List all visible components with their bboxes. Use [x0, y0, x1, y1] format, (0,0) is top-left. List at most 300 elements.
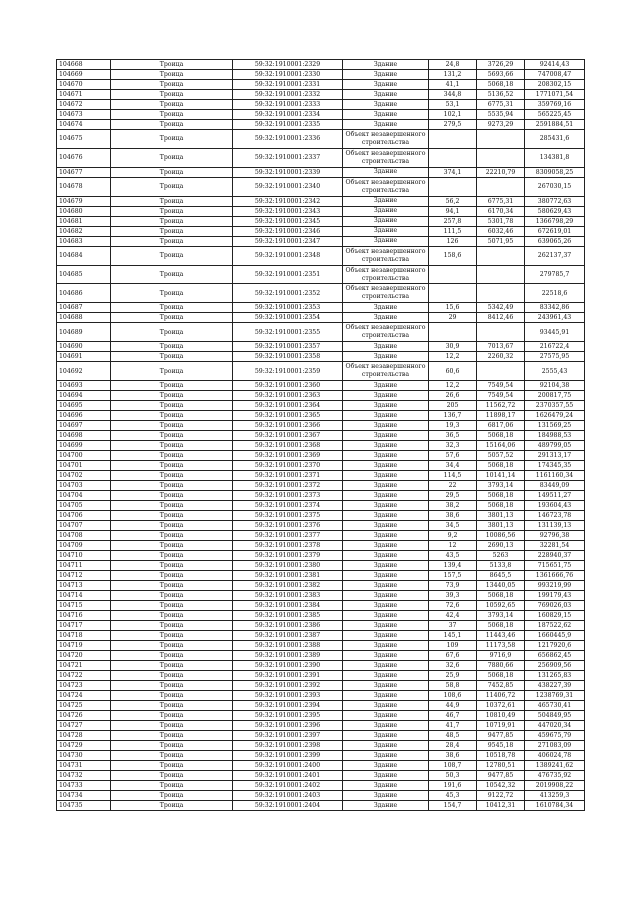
cell-object-type: [343, 431, 429, 441]
table-row: [57, 80, 585, 90]
object-type-text: Объект незавершенного строительства: [345, 363, 426, 379]
cell-object-type: [343, 781, 429, 791]
cell-cadastral-number: 59:32:1910001:2384: [233, 601, 343, 611]
table-row: [57, 491, 585, 501]
cell-locality: Троица: [111, 731, 233, 741]
object-type-text: Здание: [373, 168, 398, 176]
cell-locality: Троица: [111, 511, 233, 521]
cell-unit-cost: 5068,18: [477, 491, 525, 501]
table-row: [57, 621, 585, 631]
object-type-text: Здание: [373, 441, 398, 449]
cell-area: 30,9: [429, 342, 477, 352]
cell-locality: Троица: [111, 711, 233, 721]
cell-unit-cost: 9545,18: [477, 741, 525, 751]
cell-record-number: 104700: [57, 451, 111, 461]
table-row: [57, 551, 585, 561]
cell-area: 45,3: [429, 791, 477, 801]
cell-cadastral-number: 59:32:1910001:2342: [233, 196, 343, 206]
cell-object-type: [343, 381, 429, 391]
table-row: [57, 631, 585, 641]
cell-unit-cost: 5068,18: [477, 591, 525, 601]
cell-record-number: 104672: [57, 100, 111, 110]
cell-object-type: [343, 177, 429, 196]
cell-unit-cost: 22210,79: [477, 167, 525, 177]
cell-object-type: [343, 60, 429, 70]
cell-unit-cost: 6170,34: [477, 206, 525, 216]
cell-cadastral-value: 208302,15: [525, 80, 585, 90]
object-type-text: Здание: [373, 197, 398, 205]
table-row: [57, 721, 585, 731]
cell-record-number: 104682: [57, 226, 111, 236]
cell-cadastral-value: 2370357,55: [525, 401, 585, 411]
cell-locality: Троица: [111, 80, 233, 90]
cell-record-number: 104717: [57, 621, 111, 631]
cell-cadastral-value: 22518,6: [525, 284, 585, 303]
cell-cadastral-number: 59:32:1910001:2367: [233, 431, 343, 441]
cell-cadastral-number: 59:32:1910001:2378: [233, 541, 343, 551]
object-type-text: Здание: [373, 80, 398, 88]
cell-object-type: [343, 601, 429, 611]
cell-cadastral-value: 27575,95: [525, 352, 585, 362]
cell-object-type: [343, 701, 429, 711]
table-row: [57, 391, 585, 401]
table-row: [57, 641, 585, 651]
cell-locality: Троица: [111, 591, 233, 601]
cell-area: 38,6: [429, 511, 477, 521]
cell-locality: Троица: [111, 352, 233, 362]
cell-cadastral-value: 1389241,62: [525, 761, 585, 771]
cell-area: 126: [429, 236, 477, 246]
object-type-text: Здание: [373, 237, 398, 245]
cell-cadastral-number: 59:32:1910001:2354: [233, 313, 343, 323]
cell-locality: Троица: [111, 70, 233, 80]
cell-object-type: [343, 681, 429, 691]
cell-object-type: [343, 148, 429, 167]
cell-object-type: [343, 421, 429, 431]
cell-record-number: 104698: [57, 431, 111, 441]
table-row: [57, 511, 585, 521]
cell-area: 43,5: [429, 551, 477, 561]
table-row: [57, 651, 585, 661]
cell-cadastral-value: 256909,56: [525, 661, 585, 671]
cell-object-type: [343, 216, 429, 226]
object-type-text: Здание: [373, 431, 398, 439]
table-row: [57, 561, 585, 571]
cell-unit-cost: [477, 130, 525, 149]
cell-object-type: [343, 80, 429, 90]
cell-cadastral-number: 59:32:1910001:2400: [233, 761, 343, 771]
cell-unit-cost: 9273,29: [477, 120, 525, 130]
cell-object-type: [343, 511, 429, 521]
cell-area: 19,3: [429, 421, 477, 431]
cell-area: 145,1: [429, 631, 477, 641]
cell-locality: Троица: [111, 541, 233, 551]
cell-locality: Троица: [111, 90, 233, 100]
cell-record-number: 104677: [57, 167, 111, 177]
cell-area: 22: [429, 481, 477, 491]
cell-cadastral-value: 447020,34: [525, 721, 585, 731]
cell-unit-cost: 10086,56: [477, 531, 525, 541]
cell-locality: Троица: [111, 246, 233, 265]
cell-object-type: [343, 671, 429, 681]
cell-record-number: 104722: [57, 671, 111, 681]
cell-object-type: [343, 441, 429, 451]
cell-record-number: 104730: [57, 751, 111, 761]
cell-cadastral-value: 2591884,51: [525, 120, 585, 130]
table-row: [57, 661, 585, 671]
cell-cadastral-value: 504849,95: [525, 711, 585, 721]
cell-cadastral-value: 93445,91: [525, 323, 585, 342]
object-type-text: Здание: [373, 731, 398, 739]
cell-record-number: 104715: [57, 601, 111, 611]
cell-cadastral-value: 380772,63: [525, 196, 585, 206]
cell-unit-cost: 10518,78: [477, 751, 525, 761]
cell-cadastral-value: 672619,01: [525, 226, 585, 236]
object-type-text: Здание: [373, 110, 398, 118]
cell-unit-cost: 9122,72: [477, 791, 525, 801]
cell-record-number: 104691: [57, 352, 111, 362]
cell-record-number: 104689: [57, 323, 111, 342]
cell-record-number: 104680: [57, 206, 111, 216]
cell-locality: Троица: [111, 681, 233, 691]
cell-cadastral-value: 1626479,24: [525, 411, 585, 421]
cell-cadastral-number: 59:32:1910001:2392: [233, 681, 343, 691]
cell-area: 37: [429, 621, 477, 631]
cell-locality: Троица: [111, 401, 233, 411]
cell-cadastral-value: 2555,43: [525, 362, 585, 381]
cell-cadastral-number: 59:32:1910001:2343: [233, 206, 343, 216]
cell-cadastral-value: 656862,45: [525, 651, 585, 661]
cell-record-number: 104693: [57, 381, 111, 391]
cell-object-type: [343, 167, 429, 177]
cell-area: 57,6: [429, 451, 477, 461]
cell-record-number: 104712: [57, 571, 111, 581]
cell-cadastral-number: 59:32:1910001:2364: [233, 401, 343, 411]
cell-unit-cost: 15164,06: [477, 441, 525, 451]
cell-unit-cost: 3726,29: [477, 60, 525, 70]
cell-record-number: 104724: [57, 691, 111, 701]
cell-cadastral-value: 267030,15: [525, 177, 585, 196]
table-row: [57, 521, 585, 531]
table-row: [57, 471, 585, 481]
cell-object-type: [343, 451, 429, 461]
cell-object-type: [343, 246, 429, 265]
cell-object-type: [343, 313, 429, 323]
cell-unit-cost: 5068,18: [477, 80, 525, 90]
table-row: [57, 591, 585, 601]
cell-cadastral-value: 83449,09: [525, 481, 585, 491]
cell-locality: Троица: [111, 691, 233, 701]
cell-record-number: 104686: [57, 284, 111, 303]
cell-cadastral-value: 131265,83: [525, 671, 585, 681]
table-row: [57, 177, 585, 196]
cell-object-type: [343, 391, 429, 401]
cell-area: 32,3: [429, 441, 477, 451]
cell-record-number: 104714: [57, 591, 111, 601]
cell-record-number: 104669: [57, 70, 111, 80]
cell-locality: Троица: [111, 362, 233, 381]
cell-unit-cost: 2690,13: [477, 541, 525, 551]
cell-cadastral-number: 59:32:1910001:2352: [233, 284, 343, 303]
cell-unit-cost: 5068,18: [477, 621, 525, 631]
cell-locality: Троица: [111, 791, 233, 801]
cell-unit-cost: 5342,49: [477, 303, 525, 313]
object-type-text: Здание: [373, 601, 398, 609]
cell-unit-cost: 5068,18: [477, 671, 525, 681]
cell-record-number: 104692: [57, 362, 111, 381]
table-row: [57, 381, 585, 391]
cell-object-type: [343, 651, 429, 661]
cell-locality: Троица: [111, 206, 233, 216]
cell-locality: Троица: [111, 611, 233, 621]
cell-record-number: 104699: [57, 441, 111, 451]
cell-cadastral-value: 1610784,34: [525, 801, 585, 811]
table-row: [57, 731, 585, 741]
object-type-text: Здание: [373, 751, 398, 759]
cell-cadastral-value: 565225,45: [525, 110, 585, 120]
cell-cadastral-value: 2019908,22: [525, 781, 585, 791]
cell-cadastral-value: 359769,16: [525, 100, 585, 110]
cell-area: 72,6: [429, 601, 477, 611]
cell-area: 58,8: [429, 681, 477, 691]
cell-unit-cost: 5071,95: [477, 236, 525, 246]
cell-area: 102,1: [429, 110, 477, 120]
cell-cadastral-value: 92104,38: [525, 381, 585, 391]
cell-locality: Троица: [111, 177, 233, 196]
cell-area: 24,8: [429, 60, 477, 70]
cell-area: 139,4: [429, 561, 477, 571]
cell-record-number: 104671: [57, 90, 111, 100]
cell-record-number: 104696: [57, 411, 111, 421]
cell-unit-cost: 7013,67: [477, 342, 525, 352]
table-row: [57, 671, 585, 681]
cell-object-type: [343, 303, 429, 313]
object-type-text: Здание: [373, 451, 398, 459]
cell-unit-cost: 11173,58: [477, 641, 525, 651]
cell-locality: Троица: [111, 551, 233, 561]
cell-cadastral-number: 59:32:1910001:2397: [233, 731, 343, 741]
cell-cadastral-number: 59:32:1910001:2390: [233, 661, 343, 671]
cell-unit-cost: 5068,18: [477, 501, 525, 511]
object-type-text: Здание: [373, 227, 398, 235]
cell-locality: Троица: [111, 601, 233, 611]
cell-object-type: [343, 661, 429, 671]
cell-unit-cost: [477, 177, 525, 196]
cell-cadastral-number: 59:32:1910001:2333: [233, 100, 343, 110]
cell-unit-cost: 12780,51: [477, 761, 525, 771]
object-type-text: Здание: [373, 761, 398, 769]
cell-cadastral-number: 59:32:1910001:2372: [233, 481, 343, 491]
cell-area: 39,3: [429, 591, 477, 601]
cell-area: [429, 177, 477, 196]
cell-cadastral-value: 639065,26: [525, 236, 585, 246]
cell-locality: Троица: [111, 167, 233, 177]
cell-record-number: 104674: [57, 120, 111, 130]
cell-locality: Троица: [111, 148, 233, 167]
cell-object-type: [343, 501, 429, 511]
cell-cadastral-value: 406024,78: [525, 751, 585, 761]
table-row: [57, 60, 585, 70]
cell-unit-cost: [477, 284, 525, 303]
cell-locality: Троица: [111, 801, 233, 811]
table-row: [57, 481, 585, 491]
cell-object-type: [343, 265, 429, 284]
cell-record-number: 104720: [57, 651, 111, 661]
object-type-text: Здание: [373, 611, 398, 619]
cell-area: 28,4: [429, 741, 477, 751]
table-row: [57, 401, 585, 411]
table-row: [57, 411, 585, 421]
object-type-text: Здание: [373, 691, 398, 699]
table-row: [57, 206, 585, 216]
cell-record-number: 104670: [57, 80, 111, 90]
cell-object-type: [343, 471, 429, 481]
cell-unit-cost: [477, 148, 525, 167]
cell-cadastral-number: 59:32:1910001:2339: [233, 167, 343, 177]
cell-cadastral-number: 59:32:1910001:2398: [233, 741, 343, 751]
cell-area: 131,2: [429, 70, 477, 80]
cell-area: 48,5: [429, 731, 477, 741]
cell-record-number: 104708: [57, 531, 111, 541]
cell-unit-cost: 3801,13: [477, 521, 525, 531]
cell-record-number: 104709: [57, 541, 111, 551]
cell-locality: Троица: [111, 110, 233, 120]
cell-locality: Троица: [111, 751, 233, 761]
cell-area: 44,9: [429, 701, 477, 711]
cell-area: 60,6: [429, 362, 477, 381]
table-row: [57, 342, 585, 352]
cell-locality: Троица: [111, 441, 233, 451]
object-type-text: Объект незавершенного строительства: [345, 285, 426, 301]
cell-cadastral-number: 59:32:1910001:2355: [233, 323, 343, 342]
object-type-text: Здание: [373, 551, 398, 559]
cell-cadastral-value: 993219,99: [525, 581, 585, 591]
cell-record-number: 104683: [57, 236, 111, 246]
cell-cadastral-value: 747008,47: [525, 70, 585, 80]
cell-cadastral-value: 1161160,34: [525, 471, 585, 481]
cell-object-type: [343, 711, 429, 721]
cell-cadastral-value: 199179,43: [525, 591, 585, 601]
cell-locality: Троица: [111, 284, 233, 303]
table-body: [57, 60, 585, 811]
object-type-text: Здание: [373, 313, 398, 321]
object-type-text: Здание: [373, 651, 398, 659]
cell-cadastral-value: 200817,75: [525, 391, 585, 401]
table-row: [57, 265, 585, 284]
cell-locality: Троица: [111, 303, 233, 313]
cell-record-number: 104718: [57, 631, 111, 641]
cell-unit-cost: 5057,52: [477, 451, 525, 461]
cell-unit-cost: [477, 323, 525, 342]
cell-area: 344,8: [429, 90, 477, 100]
cell-object-type: [343, 130, 429, 149]
cell-locality: Троица: [111, 641, 233, 651]
cell-locality: Троица: [111, 631, 233, 641]
cell-cadastral-number: 59:32:1910001:2403: [233, 791, 343, 801]
cell-object-type: [343, 352, 429, 362]
cell-unit-cost: 7549,54: [477, 381, 525, 391]
cell-unit-cost: 7880,66: [477, 661, 525, 671]
cell-cadastral-value: 83342,86: [525, 303, 585, 313]
object-type-text: Здание: [373, 721, 398, 729]
cell-cadastral-value: 174345,35: [525, 461, 585, 471]
cell-record-number: 104705: [57, 501, 111, 511]
cell-object-type: [343, 771, 429, 781]
cell-area: 191,6: [429, 781, 477, 791]
cell-object-type: [343, 236, 429, 246]
cell-locality: Троица: [111, 431, 233, 441]
cell-area: 36,5: [429, 431, 477, 441]
cell-area: 111,5: [429, 226, 477, 236]
cell-cadastral-number: 59:32:1910001:2396: [233, 721, 343, 731]
table-row: [57, 531, 585, 541]
cell-object-type: [343, 284, 429, 303]
cell-record-number: 104725: [57, 701, 111, 711]
object-type-text: Здание: [373, 521, 398, 529]
cell-cadastral-value: 32281,54: [525, 541, 585, 551]
cell-area: 108,7: [429, 761, 477, 771]
cell-locality: Троица: [111, 571, 233, 581]
table-row: [57, 801, 585, 811]
cell-area: 67,6: [429, 651, 477, 661]
cell-area: 374,1: [429, 167, 477, 177]
cell-cadastral-number: 59:32:1910001:2383: [233, 591, 343, 601]
cell-record-number: 104716: [57, 611, 111, 621]
cell-object-type: [343, 721, 429, 731]
object-type-text: Здание: [373, 461, 398, 469]
object-type-text: Объект незавершенного строительства: [345, 149, 426, 165]
cell-area: 205: [429, 401, 477, 411]
cell-unit-cost: 5068,18: [477, 461, 525, 471]
cell-record-number: 104702: [57, 471, 111, 481]
cell-cadastral-value: 1366798,29: [525, 216, 585, 226]
object-type-text: Здание: [373, 391, 398, 399]
cell-locality: Троица: [111, 621, 233, 631]
cell-area: [429, 284, 477, 303]
table-row: [57, 110, 585, 120]
cell-cadastral-value: 92796,38: [525, 531, 585, 541]
cell-object-type: [343, 801, 429, 811]
cell-cadastral-number: 59:32:1910001:2345: [233, 216, 343, 226]
cell-cadastral-number: 59:32:1910001:2360: [233, 381, 343, 391]
cell-object-type: [343, 206, 429, 216]
cell-object-type: [343, 70, 429, 80]
cell-cadastral-number: 59:32:1910001:2377: [233, 531, 343, 541]
cell-cadastral-number: 59:32:1910001:2348: [233, 246, 343, 265]
cell-locality: Троица: [111, 581, 233, 591]
cell-cadastral-value: 580629,43: [525, 206, 585, 216]
cell-locality: Троица: [111, 471, 233, 481]
table-row: [57, 362, 585, 381]
object-type-text: Здание: [373, 481, 398, 489]
cell-object-type: [343, 631, 429, 641]
cell-cadastral-number: 59:32:1910001:2329: [233, 60, 343, 70]
cell-unit-cost: 8645,5: [477, 571, 525, 581]
object-type-text: Здание: [373, 491, 398, 499]
cell-cadastral-value: 131139,13: [525, 521, 585, 531]
cell-object-type: [343, 491, 429, 501]
table-row: [57, 167, 585, 177]
cell-locality: Троица: [111, 120, 233, 130]
cell-record-number: 104728: [57, 731, 111, 741]
cell-cadastral-value: 285431,6: [525, 130, 585, 149]
cell-locality: Троица: [111, 216, 233, 226]
cell-locality: Троица: [111, 701, 233, 711]
cell-unit-cost: 5068,18: [477, 431, 525, 441]
object-type-text: Здание: [373, 511, 398, 519]
cell-record-number: 104727: [57, 721, 111, 731]
cell-area: 34,4: [429, 461, 477, 471]
